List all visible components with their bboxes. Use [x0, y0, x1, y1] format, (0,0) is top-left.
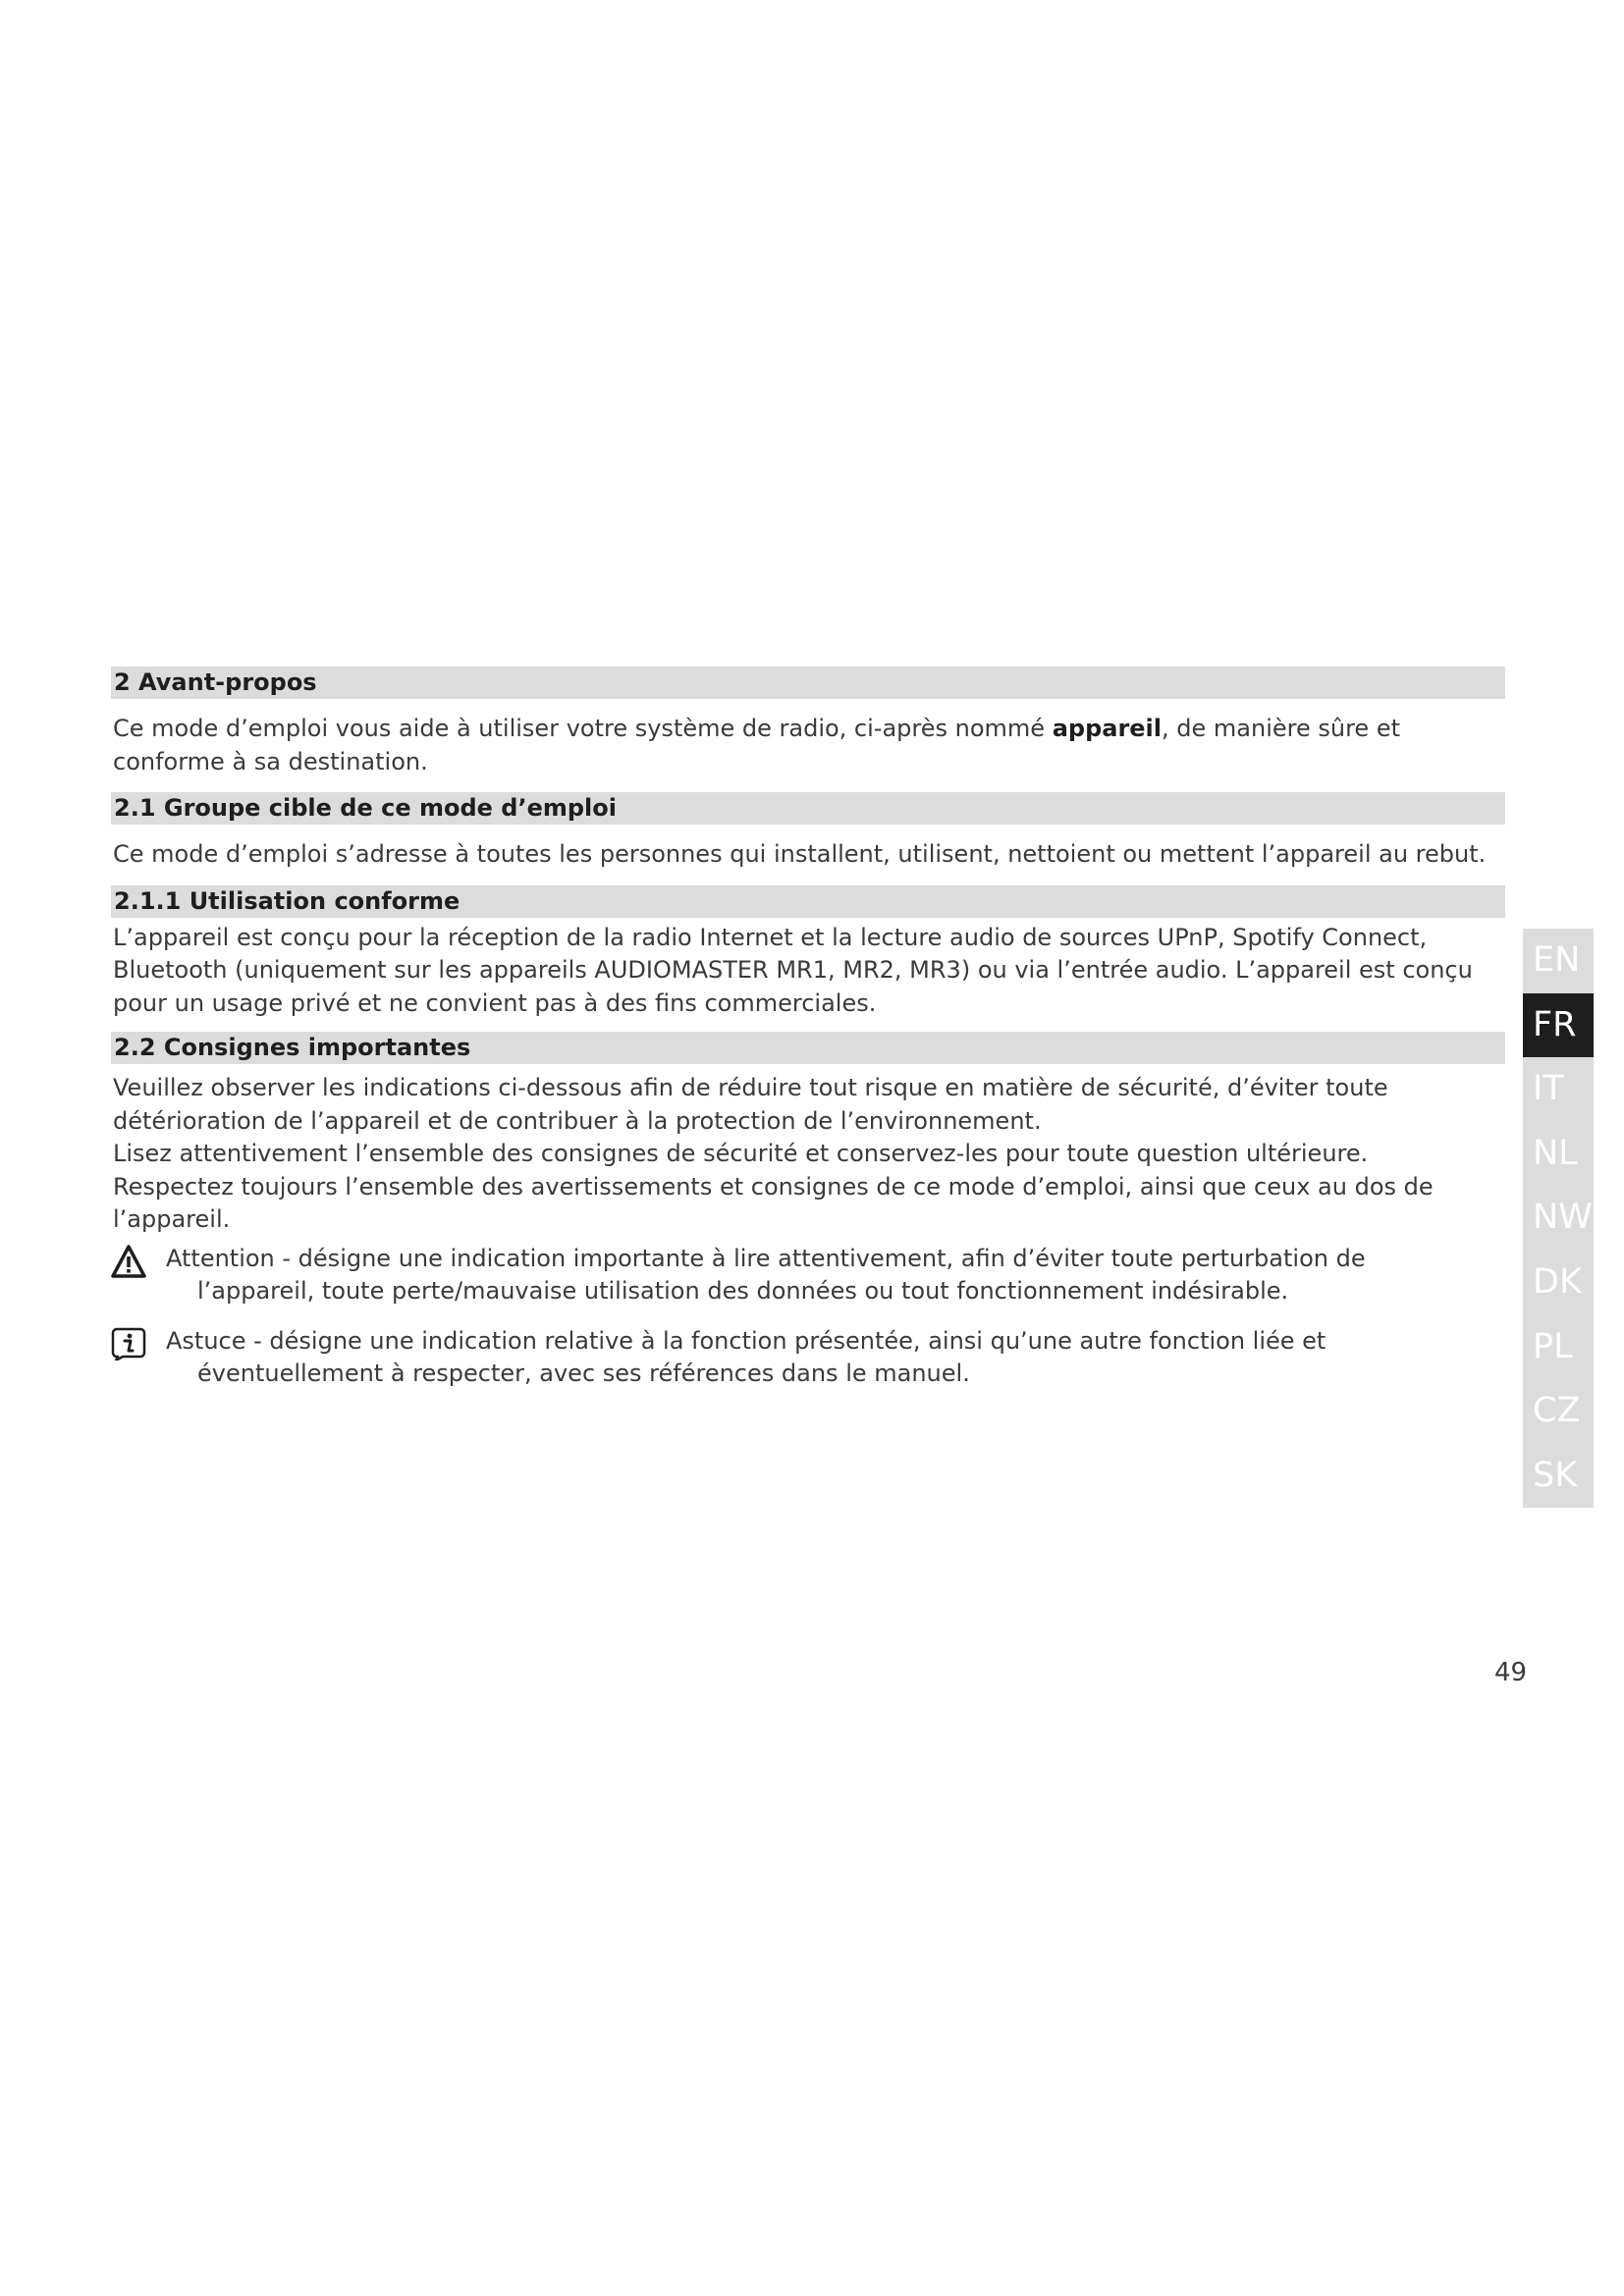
- tip-text-line-2: éventuellement à respecter, avec ses références dans le manuel.: [197, 1359, 970, 1387]
- language-tab-nl[interactable]: NL: [1533, 1133, 1578, 1173]
- consignes-paragraph-2: Lisez attentivement l’ensemble des consignes de sécurité et conservez-les pour toute question ultérieure.: [113, 1140, 1369, 1167]
- tip-note: [111, 1325, 1505, 1390]
- section-heading-consignes-importantes: 2.2 Consignes importantes: [111, 1032, 1505, 1064]
- section-paragraph-groupe-cible: Ce mode d’emploi s’adresse à toutes les personnes qui installent, utilisent, nettoient ou mettent l’appareil au rebut.: [113, 840, 1487, 868]
- language-tab-sk[interactable]: SK: [1533, 1455, 1578, 1495]
- attention-note: [111, 1243, 1505, 1308]
- language-tab-dk[interactable]: DK: [1533, 1261, 1582, 1302]
- section-heading-groupe-cible: 2.1 Groupe cible de ce mode d’emploi: [111, 792, 1505, 825]
- language-tab-en[interactable]: EN: [1533, 940, 1581, 980]
- language-tab-nw[interactable]: NW: [1533, 1198, 1593, 1238]
- tip-text-line-1: Astuce - désigne une indication relative à la fonction présentée, ainsi qu’une autre fonction liée et: [166, 1326, 1326, 1355]
- info-icon: [111, 1327, 146, 1361]
- section-paragraph-utilisation-conforme: L’appareil est conçu pour la réception de la radio Internet et la lecture audio de sources UPnP, Spotify Connect, Bluetooth (uniquement sur les appareils AUDIOMASTER MR1, MR2, MR3) ou via l’entrée audio. L’appareil est conçu pour un usage privé et ne convient pas à des fins commerciales.: [113, 923, 1473, 1017]
- section-heading-avant-propos: 2 Avant-propos: [111, 667, 1505, 699]
- language-tab-it[interactable]: IT: [1533, 1069, 1564, 1109]
- paragraph-text: , de manière sûre et conforme à sa destination.: [113, 715, 1400, 775]
- language-tabs: [1523, 929, 1594, 1508]
- language-tab-cz[interactable]: CZ: [1533, 1391, 1581, 1431]
- language-tab-pl[interactable]: PL: [1533, 1326, 1573, 1366]
- language-tab-fr[interactable]: FR: [1523, 993, 1594, 1058]
- page-number: 49: [1494, 1658, 1528, 1687]
- consignes-paragraph-1: Veuillez observer les indications ci-dessous afin de réduire tout risque en matière de sécurité, d’éviter toute détérioration de l’appareil et de contribuer à la protection de l’environnement.: [113, 1074, 1388, 1135]
- section-heading-utilisation-conforme: 2.1.1 Utilisation conforme: [111, 885, 1505, 918]
- section-paragraph-avant-propos: [111, 713, 1505, 778]
- document-content: [111, 667, 1505, 1390]
- consignes-paragraph-3: Respectez toujours l’ensemble des avertissements et consignes de ce mode d’emploi, ainsi que ceux au dos de l’appareil.: [113, 1172, 1434, 1233]
- paragraph-text: Ce mode d’emploi vous aide à utiliser votre système de radio, ci-après nommé: [113, 715, 1053, 742]
- warning-triangle-icon: [111, 1245, 146, 1278]
- attention-text-line-1: Attention - désigne une indication importante à lire attentivement, afin d’éviter toute perturbation de: [166, 1244, 1366, 1272]
- attention-text-line-2: l’appareil, toute perte/mauvaise utilisation des données ou tout fonctionnement indésirable.: [197, 1276, 1289, 1305]
- bold-term-appareil: appareil: [1052, 715, 1163, 742]
